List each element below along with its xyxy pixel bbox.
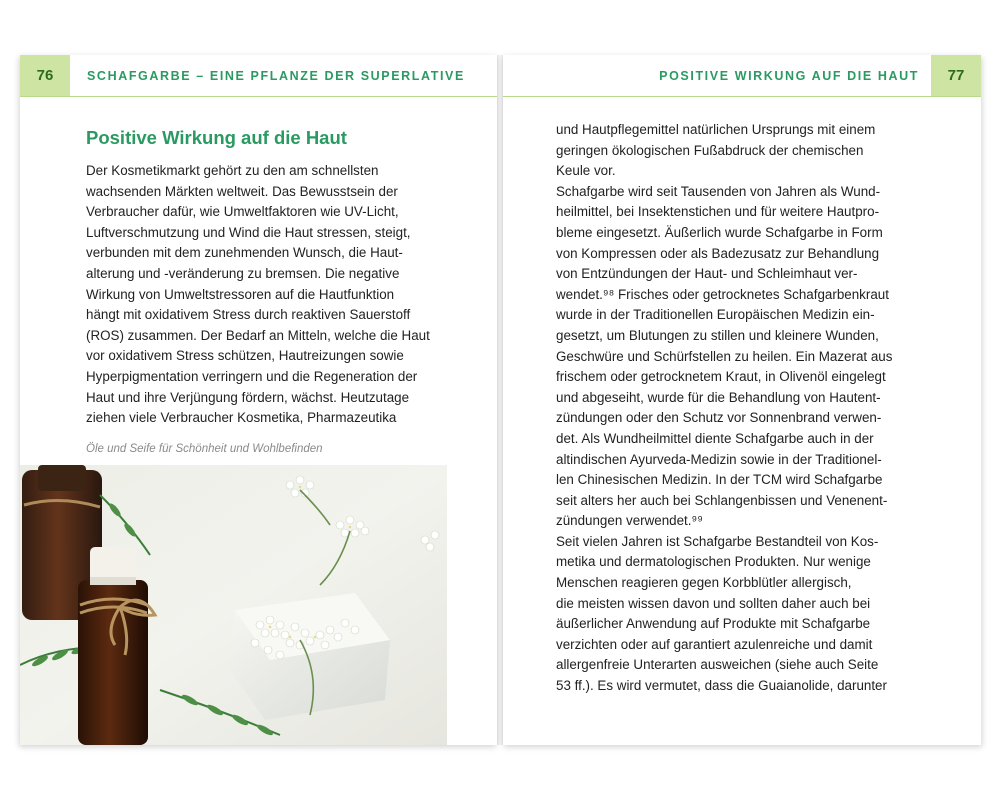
text-line: bleme eingesetzt. Äußerlich wurde Schafgarbe in Form	[556, 224, 883, 240]
text-line: seit alters her auch bei Schlangenbissen und Venenent-	[556, 492, 888, 508]
text-line: die meisten wissen davon und sollten daher auch bei	[556, 595, 871, 611]
page-number-right: 77	[931, 55, 981, 96]
text-line: und abgeseiht, wurde für die Behandlung von Hautent-	[556, 389, 881, 405]
text-line: von Entzündungen der Haut- und Schleimhaut ver-	[556, 266, 858, 282]
text-line: verzichten oder auf garantiert azulenreiche und damit	[556, 636, 873, 652]
right-body-text	[556, 120, 926, 697]
text-line: und Hautpflegemittel natürlichen Ursprungs mit einem	[556, 122, 876, 137]
text-line: Keule vor.	[556, 163, 616, 179]
text-line: geringen ökologischen Fußabdruck der chemischen	[556, 142, 864, 158]
text-line: wurde in der Traditionellen Europäischen Medizin ein-	[556, 307, 875, 323]
text-line: heilmittel, bei Insektenstichen und für weitere Hautpro-	[556, 204, 880, 220]
text-line: Geschwüre und Schürfstellen zu heilen. Ein Mazerat aus	[556, 348, 893, 364]
text-line: Schafgarbe wird seit Tausenden von Jahren als Wund-	[556, 183, 881, 199]
section-heading: Positive Wirkung auf die Haut	[86, 127, 347, 148]
text-line: hängt mit oxidativem Stress durch reaktiven Sauerstoff	[86, 307, 411, 323]
text-line: (ROS) zusammen. Der Bedarf an Mitteln, welche die Haut	[86, 327, 430, 343]
running-title-right: POSITIVE WIRKUNG AUF DIE HAUT	[659, 68, 919, 83]
left-page	[20, 55, 497, 745]
text-line: von Kompressen oder als Badezusatz zur Behandlung	[556, 245, 880, 261]
text-line: alterung und -veränderung zu bremsen. Die negative	[86, 265, 400, 281]
running-title-left: SCHAFGARBE – EINE PFLANZE DER SUPERLATIVE	[87, 68, 465, 83]
running-head-right	[503, 55, 981, 97]
text-line: verbunden mit dem zunehmenden Wunsch, die Haut-	[86, 245, 403, 261]
text-line: Menschen reagieren gegen Korbblütler allergisch,	[556, 575, 852, 591]
text-line: frischem oder getrocknetem Kraut, in Olivenöl eingelegt	[556, 369, 886, 385]
text-line: vor oxidativem Stress schützen, Hautreizungen sowie	[86, 348, 404, 364]
text-line: metika und dermatologischen Produkten. Nur wenige	[556, 554, 871, 570]
left-body-text	[86, 161, 458, 429]
text-line: Der Kosmetikmarkt gehört zu den am schnellsten	[86, 163, 379, 178]
text-line: gesetzt, um Blutungen zu stillen und kleinere Wunden,	[556, 327, 879, 343]
yarrow-oil-soap-photo	[20, 465, 447, 745]
text-line: ziehen viele Verbraucher Kosmetika, Pharmazeutika	[86, 410, 397, 426]
text-line: zündungen verwendet.⁹⁹	[556, 513, 703, 529]
page-number-left: 76	[20, 55, 70, 96]
text-line: Hyperpigmentation verringern und die Regeneration der	[86, 368, 418, 384]
text-line: Haut und ihre Verjüngung fördern, wächst. Heutzutage	[86, 389, 410, 405]
right-page	[503, 55, 981, 745]
running-head-left	[20, 55, 497, 97]
text-line: Wirkung von Umweltstressoren auf die Hautfunktion	[86, 286, 395, 302]
text-line: Seit vielen Jahren ist Schafgarbe Bestandteil von Kos-	[556, 533, 879, 549]
text-line: det. Als Wundheilmittel diente Schafgarbe auch in der	[556, 430, 874, 446]
text-line: Luftverschmutzung und Wind die Haut stressen, steigt,	[86, 224, 411, 240]
photo-caption: Öle und Seife für Schönheit und Wohlbefinden	[86, 443, 323, 455]
text-line: allergenfreie Unterarten ausweichen (siehe auch Seite	[556, 657, 879, 673]
text-line: 53 ff.). Es wird vermutet, dass die Guaianolide, darunter	[556, 678, 887, 694]
text-line: wendet.⁹⁸ Frisches oder getrocknetes Schafgarbenkraut	[556, 286, 889, 302]
text-line: zündungen oder den Schutz vor Sonnenbrand verwen-	[556, 410, 882, 426]
text-line: wachsenden Märkten weltweit. Das Bewusstsein der	[86, 183, 398, 199]
text-line: äußerlicher Anwendung auf Produkte mit Schafgarbe	[556, 616, 871, 632]
text-line: len Chinesischen Medizin. In der TCM wird Schafgarbe	[556, 472, 883, 488]
text-line: Verbraucher dafür, wie Umweltfaktoren wie UV-Licht,	[86, 204, 399, 220]
text-line: altindischen Ayurveda-Medizin sowie in der Traditionel-	[556, 451, 882, 467]
